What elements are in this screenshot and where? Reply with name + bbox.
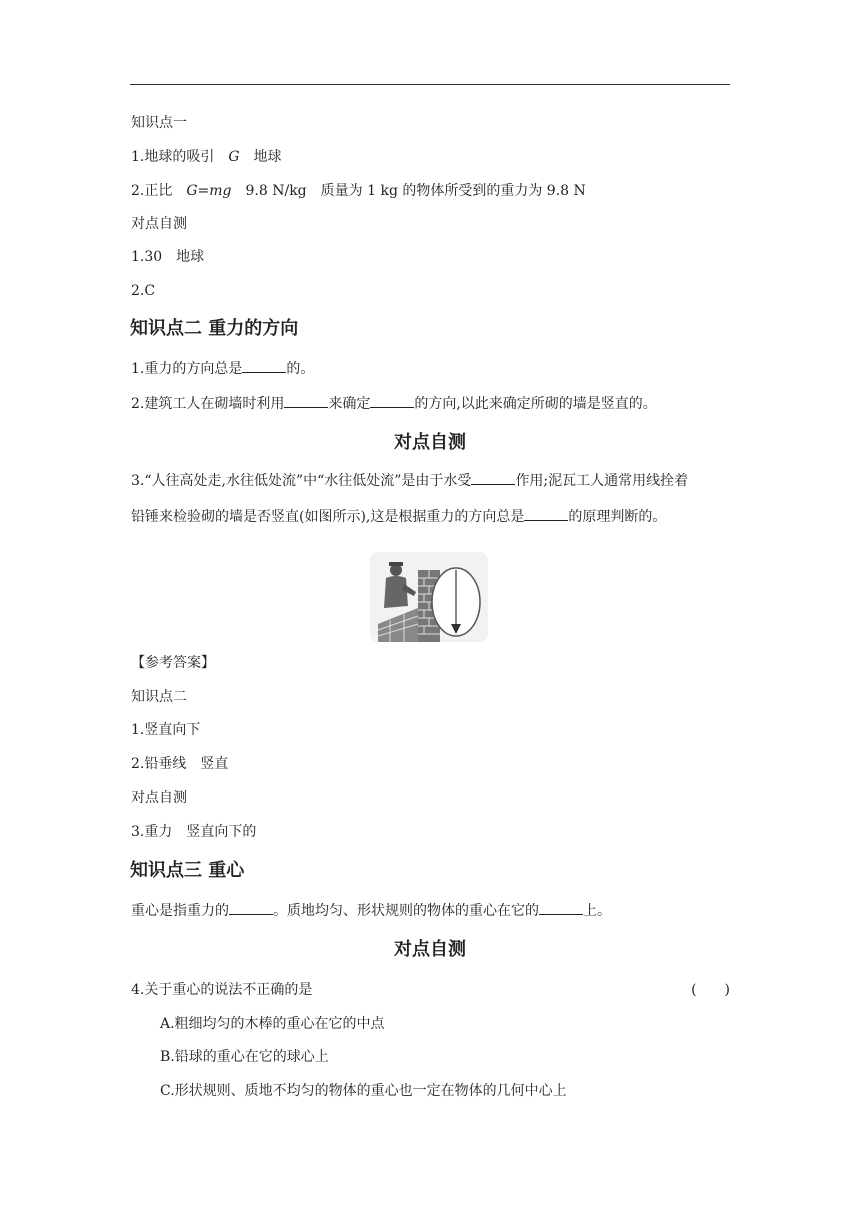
option-a: A.粗细均匀的木棒的重心在它的中点 (160, 1016, 385, 1032)
kp1-answer-label: 知识点一 (131, 115, 187, 131)
self-test-2-answer-label: 对点自测 (131, 790, 187, 806)
kp3-heading: 知识点三 重心 (130, 860, 245, 881)
answer-blank (471, 472, 515, 485)
kp2-answer-label: 知识点二 (131, 689, 187, 705)
bricklayer-plumb-line-icon (370, 552, 488, 642)
answer-blank (524, 508, 568, 521)
header-rule (130, 84, 730, 85)
kp2-answer-item1: 1.竖直向下 (131, 722, 201, 738)
kp2-question-3-line2: 铅锤来检验砌的墙是否竖直(如图所示),这是根据重力的方向总是 的原理判断的。 (131, 509, 667, 525)
option-c: C.形状规则、质地不均匀的物体的重心也一定在物体的几何中心上 (160, 1083, 567, 1099)
answer-blank (242, 360, 286, 373)
answer-blank (370, 395, 414, 408)
kp2-question-2: 2.建筑工人在砌墙时利用 来确定 的方向,以此来确定所砌的墙是竖直的。 (131, 396, 657, 412)
kp2-answer-item3: 3.重力 竖直向下的 (131, 824, 257, 840)
self-test-1-answer-item1: 1.30 地球 (131, 249, 205, 265)
answer-blank (229, 902, 273, 915)
answer-parenthesis: ( ) (691, 982, 730, 998)
kp3-question: 重心是指重力的 。质地均匀、形状规则的物体的重心在它的 上。 (131, 903, 611, 919)
self-test-1-answer-label: 对点自测 (131, 216, 187, 232)
kp3-question-4-stem: 4.关于重心的说法不正确的是 (131, 982, 313, 998)
option-b: B.铅球的重心在它的球心上 (160, 1049, 329, 1065)
reference-answers-title: 【参考答案】 (131, 655, 215, 671)
kp3-self-test-title: 对点自测 (394, 939, 466, 960)
kp2-question-1: 1.重力的方向总是 的。 (131, 361, 315, 377)
answer-blank (539, 902, 583, 915)
self-test-1-answer-item2: 2.C (131, 283, 156, 299)
kp2-heading: 知识点二 重力的方向 (130, 318, 299, 339)
kp2-question-3-line1: 3.“人往高处走,水往低处流”中“水往低处流”是由于水受 作用;泥瓦工人通常用线拴着 (131, 473, 689, 489)
kp1-answer-item1: 1.地球的吸引 G 地球 (131, 149, 282, 165)
kp2-answer-item2: 2.铅垂线 竖直 (131, 756, 229, 772)
kp1-answer-item2: 2.正比 G=mg 9.8 N/kg 质量为 1 kg 的物体所受到的重力为 9.8 N (131, 183, 586, 199)
answer-blank (284, 395, 328, 408)
kp2-self-test-title: 对点自测 (394, 432, 466, 453)
